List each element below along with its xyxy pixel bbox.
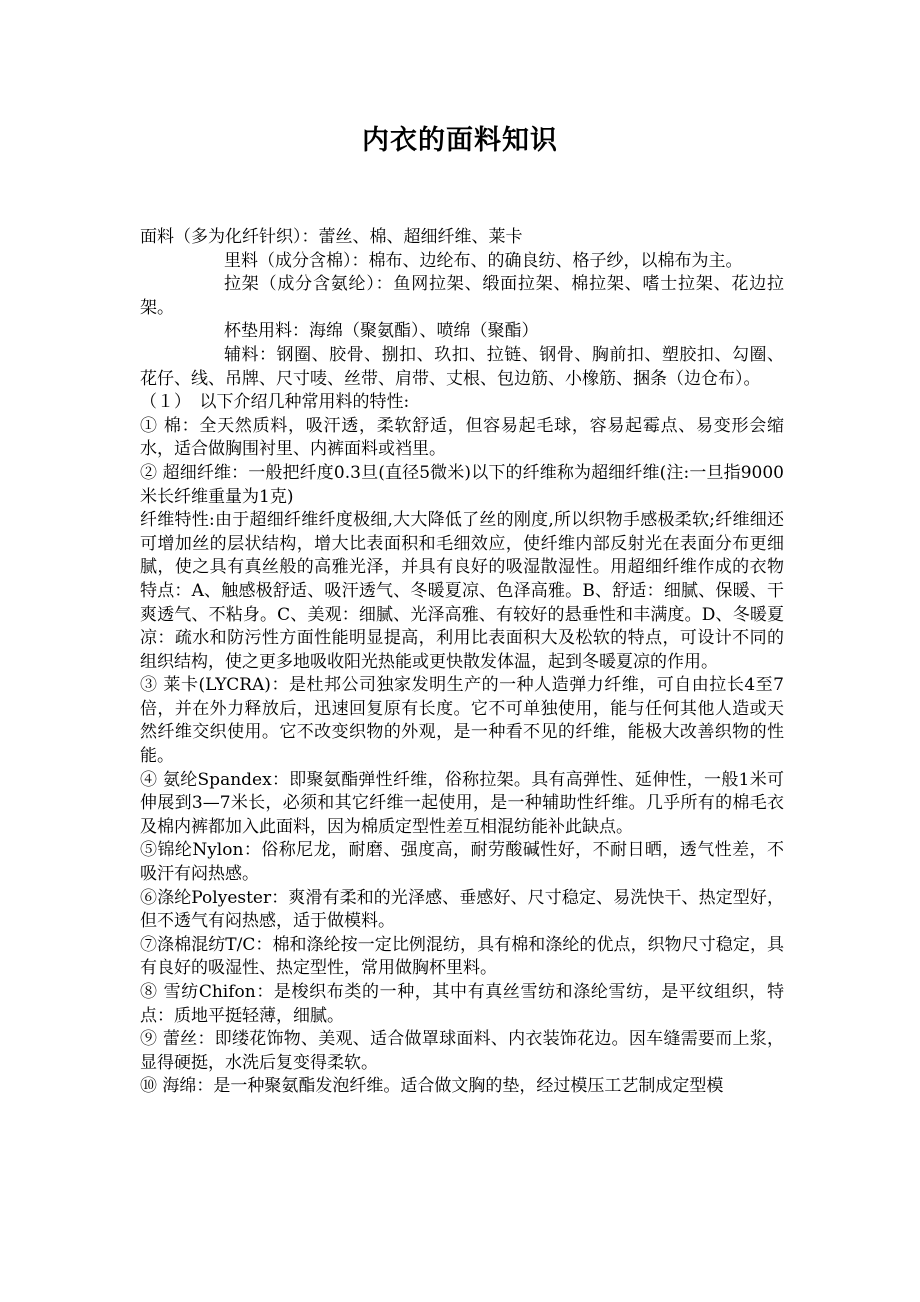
paragraph-section-heading: （１） 以下介绍几种常用料的特性: <box>140 392 410 413</box>
paragraph-lycra: ③ 莱卡(LYCRA)：是杜邦公司独家发明生产的一种人造弹力纤维，可自由拉长4至7倍，并在外力释放后，迅速回复原有长度。它不可单独使用，能与任何其他人造或天然纤维交织使用。它不改变织物的外观，是一种看不见的纤维，能极大改善织物的性能。 <box>140 675 784 767</box>
paragraph-fabric: 面料（多为化纤针织）：蕾丝、棉、超细纤维、莱卡 <box>140 227 523 247</box>
paragraph-sponge: ⑩ 海绵：是一种聚氨酯发泡纤维。适合做文胸的垫，经过模压工艺制成定型模 <box>140 1076 724 1097</box>
paragraph-spandex: ④ 氨纶Spandex：即聚氨酯弹性纤维，俗称拉架。具有高弹性、延伸性，一般1米可伸展到3—7米长，必须和其它纤维一起使用，是一种辅助性纤维。几乎所有的棉毛衣及棉内裤都加入此面料，因为棉质定型性差互相混纺能补此缺点。 <box>140 769 784 837</box>
paragraph-cotton: ① 棉：全天然质料，吸汗透，柔软舒适，但容易起毛球，容易起霉点、易变形会缩水，适合做胸围衬里、内裤面料或裆里。 <box>140 415 784 460</box>
page-title: 内衣的面料知识 <box>362 125 558 156</box>
paragraph-lining: 里料（成分含棉）：棉布、边纶布、的确良纺、格子纱，以棉布为主。 <box>224 250 743 271</box>
paragraph-accessories: 辅料：钢圈、胶骨、捌扣、玖扣、拉链、钢骨、胸前扣、塑胶扣、勾圈、花仔、线、吊牌、尺寸唛、丝带、肩带、丈根、包边筋、小橡筋、捆条（边仓布）。 <box>140 344 784 389</box>
paragraph-lace: ⑨ 蕾丝：即缕花饰物、美观、适合做罩球面料、内衣装饰花边。因车缝需要而上浆，显得硬挺，水洗后复变得柔软。 <box>140 1029 784 1073</box>
paragraph-stretch: 拉架（成分含氨纶）：鱼网拉架、缎面拉架、棉拉架、嗜士拉架、花边拉架。 <box>140 274 784 318</box>
paragraph-polyester: ⑥涤纶Polyester：爽滑有柔和的光泽感、垂感好、尺寸稳定、易洗快干、热定型好，但不透气有闷热感，适于做模料。 <box>140 887 784 932</box>
paragraph-cup-pad: 杯垫用料：海绵（聚氨酯）、喷绵（聚酯） <box>224 321 539 342</box>
paragraph-tc-blend: ⑦涤棉混纺T/C：棉和涤纶按一定比例混纺，具有棉和涤纶的优点，织物尺寸稳定，具有良好的吸湿性、热定型性，常用做胸杯里料。 <box>140 934 784 979</box>
paragraph-chiffon: ⑧ 雪纺Chifon：是梭织布类的一种，其中有真丝雪纺和涤纶雪纺，是平纹组织，特点：质地平挺轻薄，细腻。 <box>140 982 784 1026</box>
document-body <box>140 226 784 1099</box>
paragraph-nylon: ⑤锦纶Nylon：俗称尼龙，耐磨、强度高，耐劳酸碱性好，不耐日晒，透气性差，不吸汗有闷热感。 <box>140 840 784 885</box>
paragraph-microfiber-properties: 纤维特性:由于超细纤维纤度极细,大大降低了丝的刚度,所以织物手感极柔软;纤维细还可增加丝的层状结构，增大比表面积和毛细效应，使纤维内部反射光在表面分布更细腻，使之具有真丝般的高雅光泽，并具有良好的吸湿散湿性。用超细纤维作成的衣物特点：A、触感极舒适、吸汗透气、冬暖夏凉、色泽高雅。B、舒适：细腻、保暖、干爽透气、不粘身。C、美观：细腻、光泽高雅、有较好的悬垂性和丰满度。D、冬暖夏凉：疏水和防污性方面性能明显提高，利用比表面积大及松软的特点，可设计不同的组织结构，使之更多地吸收阳光热能或更快散发体温，起到冬暖夏凉的作用。 <box>140 510 784 672</box>
paragraph-microfiber: ② 超细纤维：一般把纤度0.3旦(直径5微米)以下的纤维称为超细纤维(注:一旦指9000米长纤维重量为1克) <box>140 462 784 507</box>
